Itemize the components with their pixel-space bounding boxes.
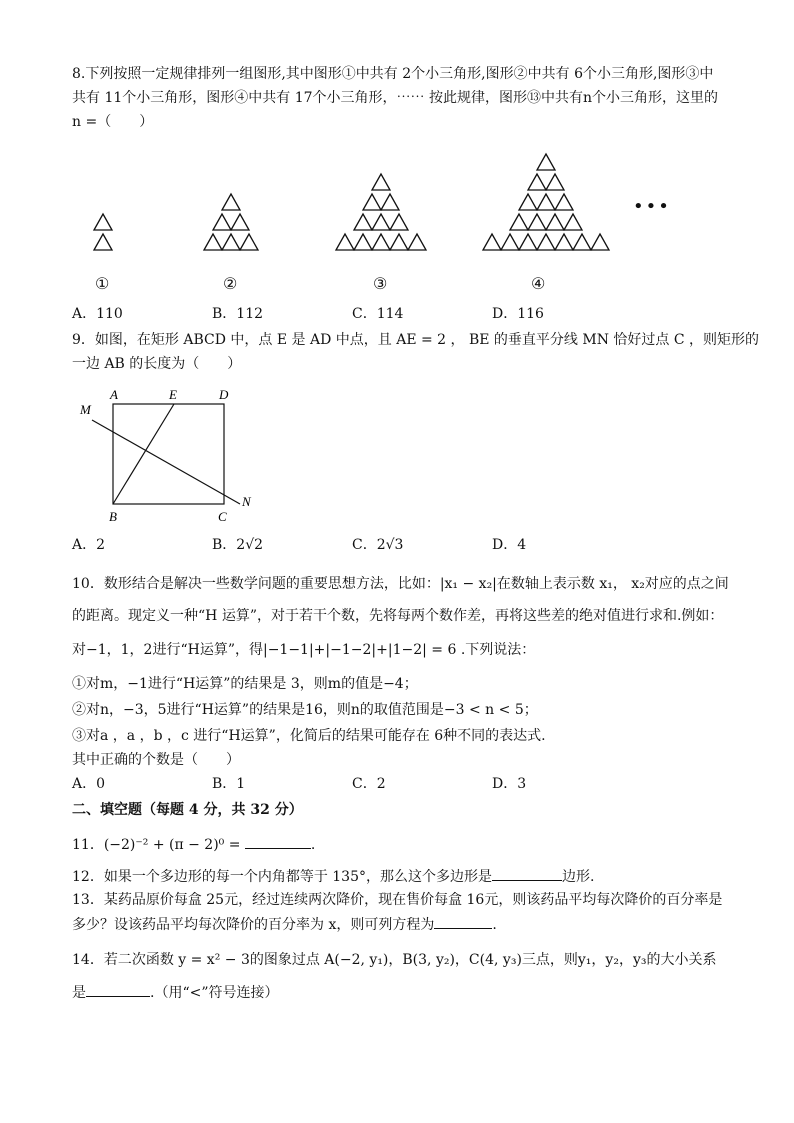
figure-3-triangle bbox=[408, 234, 426, 250]
figure-4-triangle bbox=[483, 234, 501, 250]
q10-option-b[interactable]: B．1 bbox=[212, 776, 246, 792]
point-a: A bbox=[110, 387, 118, 402]
figure-label-4: ④ bbox=[531, 274, 546, 293]
figure-3-triangle bbox=[336, 234, 354, 250]
figure-3-triangle bbox=[390, 234, 408, 250]
figure-label-3: ③ bbox=[373, 274, 388, 293]
figure-4-triangle bbox=[555, 234, 573, 250]
point-m: M bbox=[80, 402, 91, 417]
figure-1-triangle bbox=[94, 214, 112, 230]
q14-prefix: 是 bbox=[72, 985, 86, 1001]
figure-2-triangle bbox=[231, 214, 249, 230]
ellipsis-icon: ••• bbox=[633, 196, 671, 217]
q8-option-a[interactable]: A．110 bbox=[72, 306, 123, 322]
q9-line1: 9．如图，在矩形 ABCD 中，点 E 是 AD 中点，且 AE = 2 ， BE 的垂直平分线 MN 恰好过点 C ，则矩形的 bbox=[72, 332, 760, 348]
q10-line1: 10．数形结合是解决一些数学问题的重要思想方法，比如：|x₁ − x₂|在数轴上表示数 x₁， x₂对应的点之间 bbox=[72, 576, 729, 592]
figure-label-1: ① bbox=[95, 274, 110, 293]
q12-text: 12．如果一个多边形的每一个内角都等于 135°，那么这个多边形是 bbox=[72, 869, 492, 885]
q12 bbox=[72, 866, 594, 887]
point-n: N bbox=[242, 494, 251, 509]
figure-4-triangle bbox=[564, 214, 582, 230]
figure-3-triangle bbox=[390, 214, 408, 230]
figure-3-triangle bbox=[372, 234, 390, 250]
q10-option-d[interactable]: D．3 bbox=[492, 776, 527, 792]
q13-line1: 13．某药品原价每盒 25元，经过连续两次降价，现在售价每盒 16元，则该药品平均每次降价的百分率是 bbox=[72, 892, 723, 908]
q9-line2: 一边 AB 的长度为（ ） bbox=[72, 356, 242, 372]
figure-4-triangle bbox=[537, 154, 555, 170]
figure-4-triangle bbox=[519, 194, 537, 210]
figure-3-triangle bbox=[363, 194, 381, 210]
figure-2-triangle bbox=[213, 214, 231, 230]
section-title: 二、填空题（每题 4 分，共 32 分） bbox=[72, 802, 303, 818]
q13-answer-blank[interactable] bbox=[434, 914, 492, 929]
q10-statement-3: ③对a ，a ，b ，c 进行“H运算”，化简后的结果可能存在 6种不同的表达式. bbox=[72, 728, 546, 744]
q10-statement-1: ①对m，−1进行“H运算”的结果是 3，则m的值是−4； bbox=[72, 676, 418, 692]
point-c: C bbox=[218, 509, 227, 524]
figure-1-triangle bbox=[94, 234, 112, 250]
q14-suffix: .（用“<”符号连接） bbox=[150, 985, 279, 1001]
q9-rectangle-diagram bbox=[72, 384, 272, 524]
q12-answer-blank[interactable] bbox=[492, 866, 562, 881]
q14-line1: 14．若二次函数 y = x² − 3的图象过点 A(−2, y₁)，B(3, y₂)，C(4, y₃)三点，则y₁，y₂，y₃的大小关系 bbox=[72, 952, 717, 968]
q9-option-c[interactable]: C．2√3 bbox=[352, 537, 404, 553]
q9-option-a[interactable]: A．2 bbox=[72, 537, 106, 553]
figure-2-triangle bbox=[222, 194, 240, 210]
q8-line2: 共有 11个小三角形，图形④中共有 17个小三角形，⋯⋯ 按此规律，图形⑬中共有n个小三角形，这里的 bbox=[72, 90, 718, 106]
figure-4-triangle bbox=[546, 214, 564, 230]
figure-4-triangle bbox=[537, 234, 555, 250]
q10-line2: 的距离。现定义一种“H 运算”，对于若干个数，先将每两个数作差，再将这些差的绝对值进行求和.例如： bbox=[72, 608, 724, 624]
q11-end: . bbox=[310, 837, 316, 853]
figure-3-triangle bbox=[354, 234, 372, 250]
q11 bbox=[72, 834, 315, 855]
figure-3-triangle bbox=[372, 214, 390, 230]
point-e: E bbox=[169, 387, 177, 402]
figure-4-triangle bbox=[528, 214, 546, 230]
figure-4-triangle bbox=[519, 234, 537, 250]
q13-line2-wrap bbox=[72, 914, 497, 935]
q14-answer-blank[interactable] bbox=[86, 982, 150, 997]
q8-triangle-figures bbox=[0, 150, 794, 290]
q10-option-c[interactable]: C．2 bbox=[352, 776, 386, 792]
q8-option-d[interactable]: D．116 bbox=[492, 306, 544, 322]
figure-3-triangle bbox=[381, 194, 399, 210]
q10-option-a[interactable]: A．0 bbox=[72, 776, 106, 792]
point-b: B bbox=[109, 509, 117, 524]
figure-4-triangle bbox=[591, 234, 609, 250]
q13-line2: 多少？设该药品平均每次降价的百分率为 x，则可列方程为 bbox=[72, 917, 435, 933]
figure-4-triangle bbox=[528, 174, 546, 190]
figure-2-triangle bbox=[240, 234, 258, 250]
q11-answer-blank[interactable] bbox=[245, 834, 311, 849]
figure-4-triangle bbox=[573, 234, 591, 250]
q8-option-b[interactable]: B．112 bbox=[212, 306, 264, 322]
figure-4-triangle bbox=[510, 214, 528, 230]
point-d: D bbox=[219, 387, 229, 402]
figure-2-triangle bbox=[204, 234, 222, 250]
q12-end: 边形. bbox=[562, 869, 595, 885]
figure-4-triangle bbox=[546, 174, 564, 190]
figure-label-2: ② bbox=[223, 274, 238, 293]
figure-4-triangle bbox=[537, 194, 555, 210]
q10-line4: 其中正确的个数是（ ） bbox=[72, 752, 240, 768]
q8-option-c[interactable]: C．114 bbox=[352, 306, 404, 322]
q8-line3: n =（ ） bbox=[72, 114, 154, 130]
q11-text: 11．(−2)⁻² + (π − 2)⁰ = bbox=[72, 837, 241, 853]
q8-line1: 8.下列按照一定规律排列一组图形,其中图形①中共有 2个小三角形,图形②中共有 6个小三角形,图形③中 bbox=[72, 66, 714, 82]
q9-option-d[interactable]: D．4 bbox=[492, 537, 527, 553]
figure-3-triangle bbox=[354, 214, 372, 230]
figure-4-triangle bbox=[501, 234, 519, 250]
q10-statement-2: ②对n，−3，5进行“H运算”的结果是16，则n的取值范围是−3 < n < 5； bbox=[72, 702, 538, 718]
q13-end: . bbox=[492, 917, 497, 933]
figure-4-triangle bbox=[555, 194, 573, 210]
q14-line2-wrap bbox=[72, 982, 279, 1003]
figure-3-triangle bbox=[372, 174, 390, 190]
q9-option-b[interactable]: B．2√2 bbox=[212, 537, 264, 553]
figure-2-triangle bbox=[222, 234, 240, 250]
q10-line3: 对−1，1，2进行“H运算”，得|−1−1|+|−1−2|+|1−2| = 6 .下列说法： bbox=[72, 642, 536, 658]
